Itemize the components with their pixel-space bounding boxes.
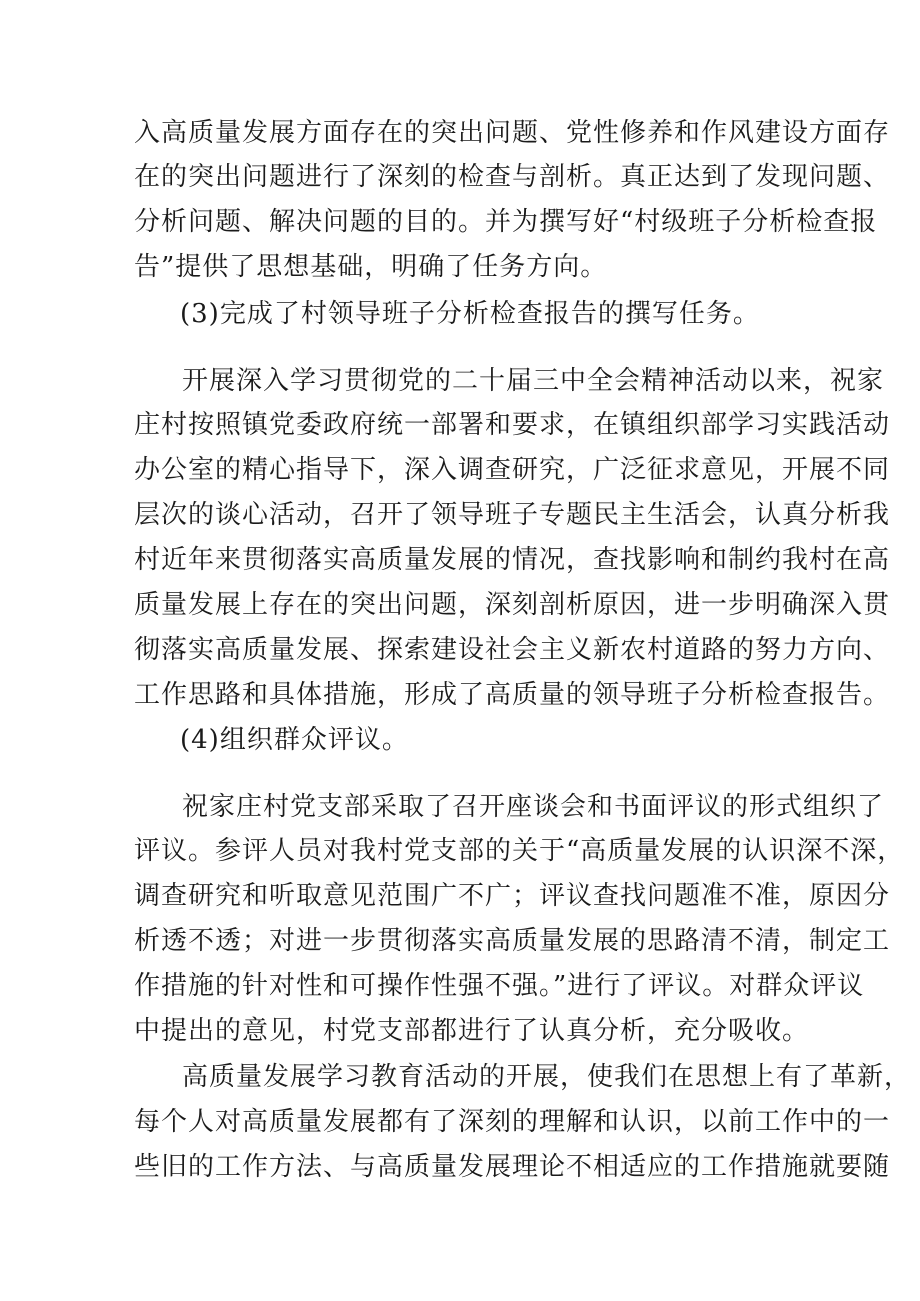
paragraph-line: 告”提供了思想基础，明确了任务方向。 <box>134 252 608 282</box>
paragraph-line: 开展深入学习贯彻党的二十届三中全会精神活动以来，祝家 <box>182 366 885 396</box>
section-heading: (4)组织群众评议。 <box>180 725 409 755</box>
section-heading: (3)完成了村领导班子分析检查报告的撰写任务。 <box>180 299 760 329</box>
paragraph-line: 高质量发展学习教育活动的开展，使我们在思想上有了革新， <box>182 1062 912 1092</box>
paragraph-line: 层次的谈心活动，召开了领导班子专题民主生活会，认真分析我 <box>134 500 891 530</box>
paragraph-line: 庄村按照镇党委政府统一部署和要求，在镇组织部学习实践活动 <box>134 410 891 440</box>
paragraph-line: 些旧的工作方法、与高质量发展理论不相适应的工作措施就要随 <box>134 1152 891 1182</box>
paragraph-line: 办公室的精心指导下，深入调查研究，广泛征求意见，开展不同 <box>134 455 891 485</box>
paragraph-line: 作措施的针对性和可操作性强不强。”进行了评议。对群众评议 <box>134 971 865 1001</box>
paragraph-line: 调查研究和听取意见范围广不广；评议查找问题准不准，原因分 <box>134 881 891 911</box>
paragraph-line: 评议。参评人员对我村党支部的关于“高质量发展的认识深不深， <box>134 836 905 866</box>
paragraph-line: 质量发展上存在的突出问题，深刻剖析原因，进一步明确深入贯 <box>134 590 891 620</box>
paragraph-line: 祝家庄村党支部采取了召开座谈会和书面评议的形式组织了 <box>182 792 885 822</box>
paragraph-line: 析透不透；对进一步贯彻落实高质量发展的思路清不清，制定工 <box>134 926 891 956</box>
paragraph-line: 中提出的意见，村党支部都进行了认真分析，充分吸收。 <box>134 1016 810 1046</box>
paragraph-line: 村近年来贯彻落实高质量发展的情况，查找影响和制约我村在高 <box>134 545 891 575</box>
paragraph-line: 分析问题、解决问题的目的。并为撰写好“村级班子分析检查报 <box>134 207 878 237</box>
paragraph-line: 入高质量发展方面存在的突出问题、党性修养和作风建设方面存 <box>134 118 891 148</box>
paragraph-line: 彻落实高质量发展、探索建设社会主义新农村道路的努力方向、 <box>134 635 891 665</box>
paragraph-line: 在的突出问题进行了深刻的检查与剖析。真正达到了发现问题、 <box>134 162 891 192</box>
paragraph-line: 工作思路和具体措施，形成了高质量的领导班子分析检查报告。 <box>134 680 891 710</box>
paragraph-line: 每个人对高质量发展都有了深刻的理解和认识，以前工作中的一 <box>134 1107 891 1137</box>
